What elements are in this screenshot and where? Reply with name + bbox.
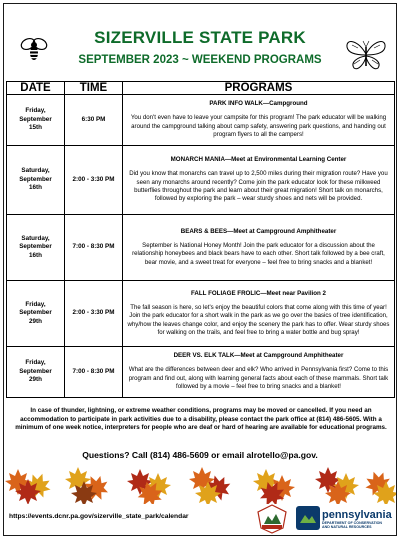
program-description: Did you know that monarchs can travel up to 2,500 miles during their migration route? Have you seen any monarchs around recently? Come join the park educator look for these milkweed butterflies throughout the park and learn about their great migration! Short talk on monarchs, followed by exploring the park – wear sturdy shoes and nets will be provided. — [129, 170, 388, 203]
date-month: September — [19, 115, 52, 123]
leaf-icon — [361, 467, 396, 504]
time-cell: 6:30 PM — [65, 95, 123, 146]
date-month: September — [19, 175, 52, 183]
date-day: Friday, — [25, 300, 46, 308]
program-title: FALL FOLIAGE FROLIC—Meet near Pavilion 2 — [191, 289, 326, 297]
program-cell — [123, 281, 395, 347]
program-cell — [123, 95, 395, 146]
date-month: September — [19, 243, 52, 251]
leaf-icon — [189, 467, 234, 504]
date-cell — [7, 146, 65, 215]
date-cell — [7, 281, 65, 347]
date-month: September — [19, 309, 52, 317]
butterfly-icon — [344, 38, 388, 72]
program-title: BEARS & BEES—Meet at Campground Amphitheater — [180, 227, 337, 235]
event-flyer — [3, 3, 397, 536]
date-cell — [7, 347, 65, 398]
dcnr-logo — [295, 505, 321, 531]
program-cell — [123, 347, 395, 398]
column-header-programs: PROGRAMS — [123, 82, 395, 95]
date-cell — [7, 215, 65, 281]
program-description: What are the differences between deer and elk? Who arrived in Pennsylvania first? Come to this program and find out, along with learning general facts about each of these mammals. Short talk followed by a movie – feel free to bring snacks and a blanket! — [128, 366, 389, 391]
leaf-border — [4, 464, 396, 504]
date-day: Friday, — [25, 359, 46, 367]
contact-questions: Questions? Call (814) 486-5609 or email alrotello@pa.gov. — [82, 450, 318, 460]
table-row — [7, 146, 395, 215]
pa-name: pennsylvania — [322, 509, 392, 521]
program-description: You don't even have to leave your campsite for this program! The park educator will be walking around the campground talking about camp safety, answering park questions, and handing out program flyers to all the campers! — [130, 114, 387, 139]
date-cell — [7, 95, 65, 146]
date-number: 29th — [29, 317, 42, 325]
date-number: 15th — [29, 124, 42, 132]
pa-dept-line2: AND NATURAL RESOURCES — [322, 525, 372, 530]
column-header-time: TIME — [65, 82, 123, 95]
page-subtitle: SEPTEMBER 2023 ~ WEEKEND PROGRAMS — [78, 54, 322, 66]
pennsylvania-keystone-logo — [322, 510, 398, 529]
header — [4, 4, 396, 78]
date-day: Saturday, — [21, 234, 50, 242]
date-day: Saturday, — [21, 167, 50, 175]
leaf-icon — [315, 467, 359, 504]
schedule-table — [6, 81, 395, 398]
program-title: MONARCH MANIA—Meet at Environmental Learning Center — [170, 156, 347, 164]
date-number: 16th — [29, 251, 42, 259]
time-cell: 7:00 - 8:30 PM — [65, 347, 123, 398]
page-title: SIZERVILLE STATE PARK — [94, 28, 306, 47]
table-row — [7, 281, 395, 347]
leaf-icon — [65, 467, 113, 504]
program-title: PARK INFO WALK—Campground — [209, 100, 308, 108]
time-cell: 2:00 - 3:30 PM — [65, 146, 123, 215]
table-row — [7, 215, 395, 281]
weather-accessibility-notice: In case of thunder, lightning, or extreme weather conditions, programs may be moved or cancelled. If you need an accommodation to participate in park activities due to a disability, please contact the park office at (814) 486-5605. With a minimum of one week notice, interpreters for people who are deaf or hard of hearing are available for educational programs. — [15, 407, 387, 431]
time-cell: 2:00 - 3:30 PM — [65, 281, 123, 347]
table-header-row — [7, 82, 395, 95]
program-description: The fall season is here, so let's enjoy the beautiful colors that come along with this time of year! Join the park educator for a short walk in the park as we go over the basics of tree identification, why/how the leaves change color, and enjoy the scenery the park has to offer. Wear sturdy shoes for walking on the trails, and feel free to bring a water bottle and bug spray! — [127, 303, 390, 336]
wilds-logo — [256, 504, 288, 534]
column-header-date: DATE — [7, 82, 65, 95]
table-row — [7, 347, 395, 398]
date-month: September — [19, 367, 52, 375]
time-cell: 7:00 - 8:30 PM — [65, 215, 123, 281]
date-number: 29th — [29, 376, 42, 384]
pa-dept-line1: DEPARTMENT OF CONSERVATION — [322, 521, 383, 525]
program-description: September is National Honey Month! Join the park educator for a discussion about the relationship honeybees and black bears have to each other. Short talk followed by a bee craft, bear movie, and a sweet treat for everyone – feel free to bring snacks and a blanket! — [132, 241, 385, 266]
calendar-link[interactable]: https://events.dcnr.pa.gov/sizerville_state_park/calendar — [9, 513, 189, 520]
program-title: DEER VS. ELK TALK—Meet at Campground Amphitheater — [173, 352, 344, 360]
leaf-icon — [253, 469, 295, 504]
leaf-icon — [5, 469, 55, 504]
table-row — [7, 95, 395, 146]
date-day: Friday, — [25, 107, 46, 115]
program-cell — [123, 146, 395, 215]
program-cell — [123, 215, 395, 281]
leaf-icon — [127, 469, 171, 504]
date-number: 16th — [29, 184, 42, 192]
